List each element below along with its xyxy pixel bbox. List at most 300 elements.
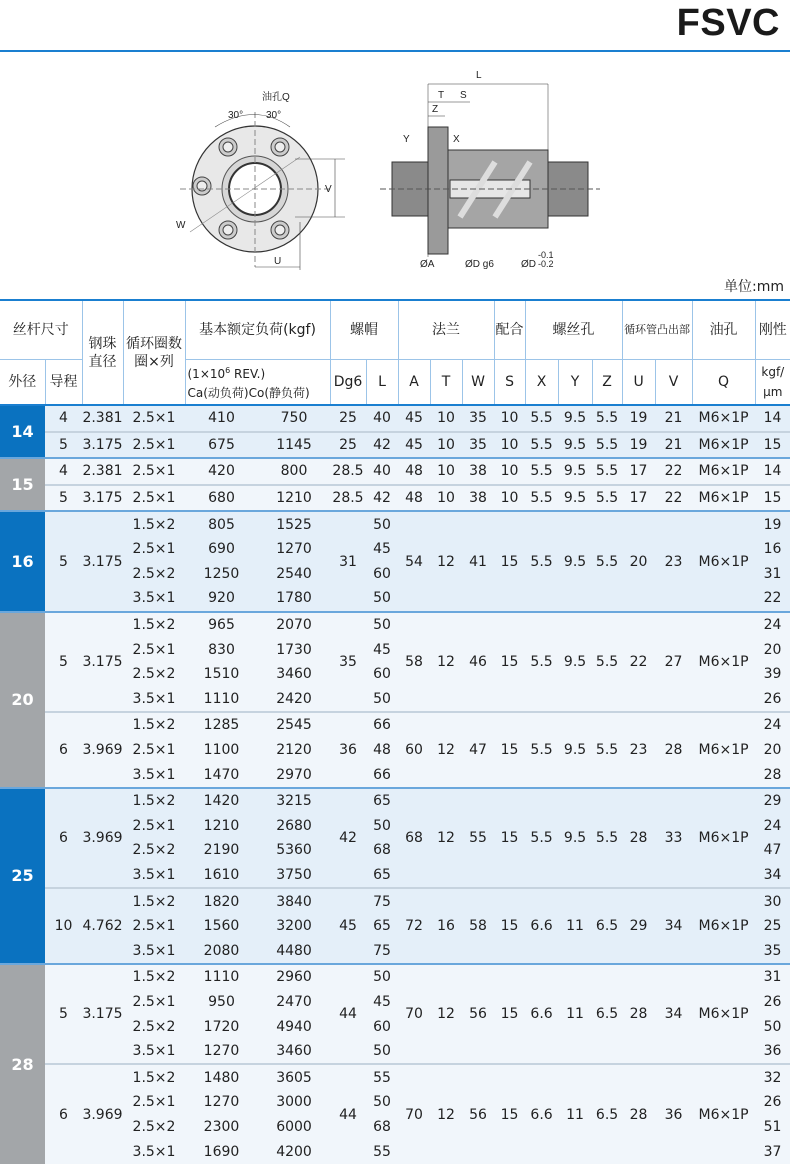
nut-length-cell: 55	[366, 1139, 398, 1164]
ball-dia-cell: 3.175	[82, 485, 123, 512]
nut-length-cell: 60	[366, 662, 398, 687]
dim-q-cell: M6×1P	[692, 712, 755, 788]
dim-y-cell: 11	[558, 888, 592, 964]
nut-length-cell: 40	[366, 405, 398, 432]
lead-cell: 5	[45, 964, 82, 1064]
lead-cell: 5	[45, 485, 82, 512]
dynamic-load-cell: 1820	[185, 888, 258, 914]
lead-cell: 6	[45, 788, 82, 888]
nut-length-cell: 45	[366, 537, 398, 562]
header-t: T	[430, 360, 462, 406]
dim-v-cell: 34	[655, 888, 692, 964]
dim-y-cell: 11	[558, 964, 592, 1064]
dynamic-load-cell: 690	[185, 537, 258, 562]
static-load-cell: 3215	[258, 788, 330, 814]
ball-dia-cell: 3.175	[82, 511, 123, 611]
circuits-cell: 2.5×1	[123, 914, 185, 939]
header-dg6: Dg6	[330, 360, 366, 406]
dim-w-cell: 38	[462, 485, 494, 512]
dim-u-cell: 28	[622, 964, 655, 1064]
nut-length-cell: 50	[366, 964, 398, 990]
nut-dg6-cell: 45	[330, 888, 366, 964]
circuits-cell: 2.5×1	[123, 814, 185, 839]
dynamic-load-cell: 2190	[185, 838, 258, 863]
header-circuits: 循环圈数 圈×列	[123, 300, 185, 405]
header-rig-unit: kgf/μm	[755, 360, 790, 406]
dim-t-cell: 10	[430, 432, 462, 459]
dim-u-cell: 28	[622, 788, 655, 888]
dim-u-cell: 17	[622, 458, 655, 485]
dynamic-load-cell: 1285	[185, 712, 258, 738]
circuits-cell: 2.5×1	[123, 537, 185, 562]
nut-dg6-cell: 28.5	[330, 485, 366, 512]
dim-s-cell: 15	[494, 964, 525, 1064]
static-load-cell: 2470	[258, 990, 330, 1015]
header-y: Y	[558, 360, 592, 406]
nut-length-cell: 42	[366, 432, 398, 459]
rigidity-cell: 31	[755, 562, 790, 587]
dynamic-load-cell: 675	[185, 432, 258, 459]
dim-a-cell: 45	[398, 432, 430, 459]
dim-x-cell: 5.5	[525, 405, 558, 432]
dim-y-cell: 9.5	[558, 788, 592, 888]
dim-z-label: Z	[432, 104, 439, 115]
rigidity-cell: 16	[755, 537, 790, 562]
static-load-cell: 1210	[258, 485, 330, 512]
header-v: V	[655, 360, 692, 406]
dim-z-cell: 5.5	[592, 405, 622, 432]
nut-dg6-cell: 36	[330, 712, 366, 788]
header-s: S	[494, 360, 525, 406]
rigidity-cell: 14	[755, 458, 790, 485]
header-l: L	[366, 360, 398, 406]
dim-u-cell: 22	[622, 612, 655, 712]
header-nut: 螺帽	[330, 300, 398, 360]
dim-w-cell: 56	[462, 1064, 494, 1163]
dynamic-load-cell: 920	[185, 586, 258, 612]
static-load-cell: 3605	[258, 1064, 330, 1090]
dynamic-load-cell: 1720	[185, 1014, 258, 1039]
outer-diameter-cell: 28	[0, 964, 45, 1164]
nut-length-cell: 42	[366, 485, 398, 512]
outer-diameter-cell: 15	[0, 458, 45, 511]
dim-q-cell: M6×1P	[692, 788, 755, 888]
circuits-cell: 2.5×2	[123, 662, 185, 687]
header-fit: 配合	[494, 300, 525, 360]
circuits-cell: 2.5×2	[123, 562, 185, 587]
static-load-cell: 2970	[258, 762, 330, 788]
rigidity-cell: 29	[755, 788, 790, 814]
dynamic-load-cell: 1690	[185, 1139, 258, 1164]
dim-v-cell: 22	[655, 485, 692, 512]
static-load-cell: 2540	[258, 562, 330, 587]
dynamic-load-cell: 1270	[185, 1039, 258, 1065]
static-load-cell: 4200	[258, 1139, 330, 1164]
dim-t-cell: 12	[430, 788, 462, 888]
dim-v-cell: 23	[655, 511, 692, 611]
rigidity-cell: 24	[755, 612, 790, 638]
dynamic-load-cell: 1560	[185, 914, 258, 939]
dim-w-cell: 35	[462, 405, 494, 432]
dim-z-cell: 5.5	[592, 788, 622, 888]
nut-length-cell: 60	[366, 562, 398, 587]
nut-length-cell: 66	[366, 712, 398, 738]
dim-t-cell: 12	[430, 1064, 462, 1163]
dynamic-load-cell: 1100	[185, 738, 258, 763]
static-load-cell: 2680	[258, 814, 330, 839]
dim-z-cell: 6.5	[592, 1064, 622, 1163]
rigidity-cell: 20	[755, 738, 790, 763]
static-load-cell: 3000	[258, 1090, 330, 1115]
circuits-cell: 1.5×2	[123, 511, 185, 537]
dim-t-cell: 12	[430, 511, 462, 611]
header-bolt: 螺丝孔	[525, 300, 622, 360]
dynamic-load-cell: 1610	[185, 863, 258, 889]
dim-z-cell: 5.5	[592, 712, 622, 788]
outer-diameter-cell: 20	[0, 612, 45, 788]
dim-u-cell: 20	[622, 511, 655, 611]
static-load-cell: 3200	[258, 914, 330, 939]
nut-dg6-cell: 25	[330, 405, 366, 432]
nut-length-cell: 45	[366, 637, 398, 662]
header-rigidity: 刚性	[755, 300, 790, 360]
lead-cell: 5	[45, 511, 82, 611]
dim-t-cell: 12	[430, 612, 462, 712]
circuits-cell: 2.5×1	[123, 637, 185, 662]
dim-t-cell: 12	[430, 964, 462, 1064]
rigidity-cell: 28	[755, 762, 790, 788]
static-load-cell: 3840	[258, 888, 330, 914]
circuits-cell: 1.5×2	[123, 888, 185, 914]
rigidity-cell: 14	[755, 405, 790, 432]
product-title: FSVC	[676, 2, 780, 44]
static-load-cell: 1525	[258, 511, 330, 537]
dim-z-cell: 6.5	[592, 964, 622, 1064]
header-u: U	[622, 360, 655, 406]
circuits-cell: 2.5×1	[123, 738, 185, 763]
dim-t-cell: 10	[430, 405, 462, 432]
lead-cell: 5	[45, 432, 82, 459]
dim-phia-label: ØA	[420, 259, 435, 270]
circuits-cell: 3.5×1	[123, 586, 185, 612]
dim-s-cell: 15	[494, 511, 525, 611]
circuits-cell: 1.5×2	[123, 612, 185, 638]
dim-t-cell: 12	[430, 712, 462, 788]
dim-x-cell: 5.5	[525, 612, 558, 712]
dim-z-cell: 5.5	[592, 458, 622, 485]
dim-y-label: Y	[403, 134, 410, 145]
rigidity-cell: 15	[755, 485, 790, 512]
dim-y-cell: 9.5	[558, 458, 592, 485]
angle-label: 30°	[266, 110, 282, 121]
dim-s-cell: 10	[494, 458, 525, 485]
dim-q-cell: M6×1P	[692, 888, 755, 964]
header-ca-co: ($1\times 10^6$ REV.) Ca(动负荷)Co(静负荷)	[185, 360, 330, 406]
unit-label: 单位:mm	[724, 279, 784, 295]
dim-y-cell: 9.5	[558, 612, 592, 712]
nut-length-cell: 68	[366, 1115, 398, 1140]
rigidity-cell: 26	[755, 1090, 790, 1115]
dim-w-cell: 47	[462, 712, 494, 788]
front-view	[180, 112, 345, 270]
rigidity-cell: 31	[755, 964, 790, 990]
dim-t-cell: 16	[430, 888, 462, 964]
dim-a-cell: 54	[398, 511, 430, 611]
dim-w-cell: 56	[462, 964, 494, 1064]
dim-q-cell: M6×1P	[692, 612, 755, 712]
nut-length-cell: 50	[366, 814, 398, 839]
header-ball-dia: 钢珠直径	[82, 300, 123, 405]
dim-x-cell: 6.6	[525, 964, 558, 1064]
dim-z-cell: 5.5	[592, 432, 622, 459]
nut-dg6-cell: 31	[330, 511, 366, 611]
rigidity-cell: 32	[755, 1064, 790, 1090]
nut-length-cell: 60	[366, 1014, 398, 1039]
static-load-cell: 2420	[258, 687, 330, 713]
title-divider	[0, 50, 790, 52]
dim-s-label: S	[460, 90, 467, 101]
static-load-cell: 800	[258, 458, 330, 485]
dynamic-load-cell: 1110	[185, 687, 258, 713]
nut-length-cell: 50	[366, 1039, 398, 1065]
static-load-cell: 6000	[258, 1115, 330, 1140]
dynamic-load-cell: 1250	[185, 562, 258, 587]
nut-length-cell: 75	[366, 938, 398, 964]
dim-s-cell: 10	[494, 432, 525, 459]
ball-dia-cell: 4.762	[82, 888, 123, 964]
circuits-cell: 2.5×1	[123, 432, 185, 459]
table-row	[0, 712, 790, 738]
dynamic-load-cell: 830	[185, 637, 258, 662]
dynamic-load-cell: 1510	[185, 662, 258, 687]
rigidity-cell: 35	[755, 938, 790, 964]
dim-phidg6-label: ØD g6	[465, 259, 494, 270]
nut-length-cell: 45	[366, 990, 398, 1015]
nut-dg6-cell: 35	[330, 612, 366, 712]
tolerance-lower: -0.2	[538, 259, 554, 269]
dim-t-cell: 10	[430, 485, 462, 512]
dim-a-cell: 68	[398, 788, 430, 888]
header-tube: 循环管凸出部	[622, 300, 692, 360]
static-load-cell: 3460	[258, 662, 330, 687]
dim-z-cell: 5.5	[592, 612, 622, 712]
circuits-cell: 2.5×1	[123, 990, 185, 1015]
lead-cell: 4	[45, 458, 82, 485]
header-oil: 油孔	[692, 300, 755, 360]
nut-length-cell: 75	[366, 888, 398, 914]
circuits-cell: 3.5×1	[123, 1039, 185, 1065]
circuits-cell: 3.5×1	[123, 863, 185, 889]
nut-dg6-cell: 25	[330, 432, 366, 459]
circuits-cell: 2.5×2	[123, 1115, 185, 1140]
header-screw-size: 丝杆尺寸	[0, 300, 82, 360]
dim-s-cell: 15	[494, 888, 525, 964]
dynamic-load-cell: 1480	[185, 1064, 258, 1090]
dynamic-load-cell: 420	[185, 458, 258, 485]
dim-q-cell: M6×1P	[692, 964, 755, 1064]
dim-a-cell: 48	[398, 485, 430, 512]
dim-s-cell: 15	[494, 712, 525, 788]
static-load-cell: 5360	[258, 838, 330, 863]
dim-u-cell: 17	[622, 485, 655, 512]
nut-length-cell: 55	[366, 1064, 398, 1090]
table-row	[0, 612, 790, 638]
side-view	[380, 84, 600, 257]
dynamic-load-cell: 1470	[185, 762, 258, 788]
dim-w-cell: 46	[462, 612, 494, 712]
static-load-cell: 3460	[258, 1039, 330, 1065]
header-w: W	[462, 360, 494, 406]
circuits-cell: 2.5×2	[123, 1014, 185, 1039]
ball-dia-cell: 2.381	[82, 405, 123, 432]
dim-a-cell: 58	[398, 612, 430, 712]
dim-u-cell: 23	[622, 712, 655, 788]
dim-u-cell: 29	[622, 888, 655, 964]
dim-q-cell: M6×1P	[692, 405, 755, 432]
nut-dg6-cell: 44	[330, 1064, 366, 1163]
nut-length-cell: 50	[366, 612, 398, 638]
dynamic-load-cell: 410	[185, 405, 258, 432]
rigidity-cell: 50	[755, 1014, 790, 1039]
dim-v-cell: 21	[655, 405, 692, 432]
circuits-cell: 1.5×2	[123, 712, 185, 738]
dim-q-cell: M6×1P	[692, 432, 755, 459]
table-row	[0, 788, 790, 814]
dim-v-cell: 22	[655, 458, 692, 485]
dynamic-load-cell: 1210	[185, 814, 258, 839]
nut-length-cell: 50	[366, 511, 398, 537]
dim-q-cell: M6×1P	[692, 511, 755, 611]
static-load-cell: 750	[258, 405, 330, 432]
rigidity-cell: 30	[755, 888, 790, 914]
circuits-cell: 3.5×1	[123, 1139, 185, 1164]
lead-cell: 6	[45, 712, 82, 788]
static-load-cell: 2545	[258, 712, 330, 738]
dim-a-cell: 70	[398, 964, 430, 1064]
circuits-cell: 2.5×2	[123, 838, 185, 863]
dim-s-cell: 15	[494, 612, 525, 712]
dim-v-cell: 36	[655, 1064, 692, 1163]
dim-z-cell: 5.5	[592, 511, 622, 611]
circuits-cell: 2.5×1	[123, 485, 185, 512]
rigidity-cell: 15	[755, 432, 790, 459]
nut-length-cell: 48	[366, 738, 398, 763]
dim-x-cell: 5.5	[525, 788, 558, 888]
nut-dg6-cell: 28.5	[330, 458, 366, 485]
dim-x-cell: 5.5	[525, 458, 558, 485]
dim-t-cell: 10	[430, 458, 462, 485]
static-load-cell: 4480	[258, 938, 330, 964]
table-row	[0, 511, 790, 537]
circuits-cell: 3.5×1	[123, 938, 185, 964]
tolerance-upper: -0.1	[538, 250, 554, 260]
dim-y-cell: 9.5	[558, 432, 592, 459]
oil-hole-label: 油孔Q	[262, 92, 290, 103]
nut-length-cell: 65	[366, 788, 398, 814]
dynamic-load-cell: 1270	[185, 1090, 258, 1115]
dim-s-cell: 10	[494, 405, 525, 432]
table-row	[0, 458, 790, 485]
static-load-cell: 2960	[258, 964, 330, 990]
dim-phid-label: ØD	[521, 259, 536, 270]
dim-s-cell: 15	[494, 1064, 525, 1163]
dim-x-cell: 5.5	[525, 511, 558, 611]
ball-dia-cell: 3.175	[82, 612, 123, 712]
header-z: Z	[592, 360, 622, 406]
rigidity-cell: 25	[755, 914, 790, 939]
dim-u-cell: 19	[622, 432, 655, 459]
rigidity-cell: 22	[755, 586, 790, 612]
dim-w-cell: 55	[462, 788, 494, 888]
rigidity-cell: 37	[755, 1139, 790, 1164]
header-od: 外径	[0, 360, 45, 406]
header-x: X	[525, 360, 558, 406]
dim-a-cell: 72	[398, 888, 430, 964]
rigidity-cell: 26	[755, 990, 790, 1015]
outer-diameter-cell: 25	[0, 788, 45, 964]
header-lead: 导程	[45, 360, 82, 406]
dim-u-cell: 28	[622, 1064, 655, 1163]
rigidity-cell: 47	[755, 838, 790, 863]
ball-dia-cell: 2.381	[82, 458, 123, 485]
dynamic-load-cell: 965	[185, 612, 258, 638]
header-flange: 法兰	[398, 300, 494, 360]
dim-a-cell: 70	[398, 1064, 430, 1163]
rigidity-cell: 19	[755, 511, 790, 537]
circuits-cell: 1.5×2	[123, 1064, 185, 1090]
dynamic-load-cell: 2300	[185, 1115, 258, 1140]
dim-l-label: L	[476, 70, 482, 81]
ball-nut-drawing	[170, 62, 610, 272]
dim-z-cell: 5.5	[592, 485, 622, 512]
dim-x-cell: 5.5	[525, 712, 558, 788]
nut-length-cell: 65	[366, 914, 398, 939]
static-load-cell: 1730	[258, 637, 330, 662]
dim-w-cell: 38	[462, 458, 494, 485]
dynamic-load-cell: 680	[185, 485, 258, 512]
dim-q-cell: M6×1P	[692, 485, 755, 512]
table-row	[0, 405, 790, 432]
lead-cell: 4	[45, 405, 82, 432]
circuits-cell: 2.5×1	[123, 405, 185, 432]
angle-label: 30°	[228, 110, 244, 121]
lead-cell: 6	[45, 1064, 82, 1163]
dynamic-load-cell: 950	[185, 990, 258, 1015]
rigidity-cell: 24	[755, 712, 790, 738]
lead-cell: 10	[45, 888, 82, 964]
nut-dg6-cell: 42	[330, 788, 366, 888]
dim-v-cell: 27	[655, 612, 692, 712]
table-row	[0, 964, 790, 990]
nut-dg6-cell: 44	[330, 964, 366, 1064]
circuits-cell: 2.5×1	[123, 458, 185, 485]
table-row	[0, 888, 790, 914]
spec-table	[0, 299, 790, 1164]
rigidity-cell: 26	[755, 687, 790, 713]
dynamic-load-cell: 1420	[185, 788, 258, 814]
outer-diameter-cell: 16	[0, 511, 45, 611]
static-load-cell: 4940	[258, 1014, 330, 1039]
dim-v-cell: 34	[655, 964, 692, 1064]
dim-x-cell: 6.6	[525, 1064, 558, 1163]
static-load-cell: 1270	[258, 537, 330, 562]
static-load-cell: 1145	[258, 432, 330, 459]
table-row	[0, 1064, 790, 1090]
static-load-cell: 3750	[258, 863, 330, 889]
static-load-cell: 2070	[258, 612, 330, 638]
dim-v-label: V	[325, 184, 332, 195]
rigidity-cell: 39	[755, 662, 790, 687]
